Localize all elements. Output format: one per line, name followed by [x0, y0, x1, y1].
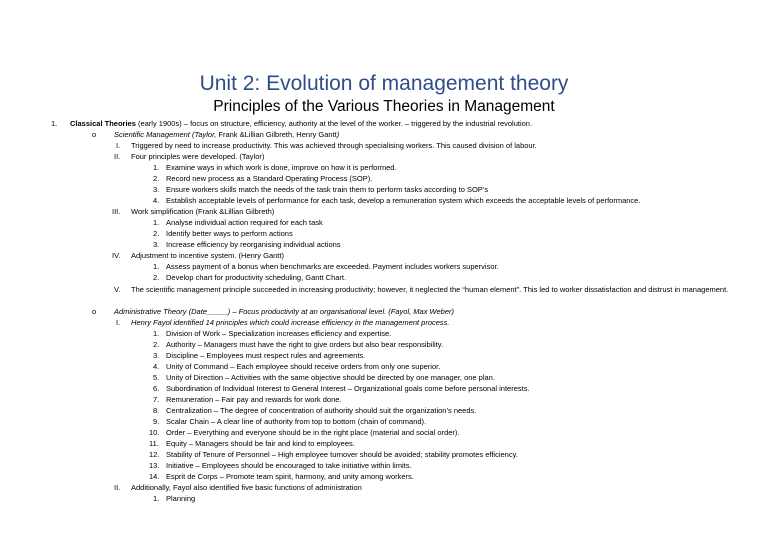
- list-item: Four principles were developed. (Taylor): [131, 152, 265, 161]
- list-marker: 3.: [153, 351, 160, 360]
- scientific-label-close: ): [336, 130, 340, 139]
- list-item: Develop chart for productivity scheduling, Gantt Chart.: [166, 273, 347, 282]
- list-item: Centralization – The degree of concentration of authority should suit the organization’s needs.: [166, 406, 477, 415]
- list-item: Triggered by need to increase productivity. This was achieved through specialising workers. This caused division of labour.: [131, 141, 537, 150]
- list-marker: 6.: [153, 384, 160, 393]
- section-heading-rest: (early 1900s) – focus on structure, efficiency, authority at the level of the worker. – triggered by the industrial revolution.: [135, 119, 533, 128]
- bullet: o: [92, 130, 97, 139]
- list-item: Authority – Managers must have the right to give orders but also bear responsibility.: [166, 340, 444, 349]
- list-marker: 3.: [153, 185, 160, 194]
- list-item: Planning: [166, 494, 196, 503]
- list-marker: 5.: [153, 373, 160, 382]
- list-item: The scientific management principle succeeded in increasing productivity; however, it neglected the “human element”. This led to worker dissatisfaction and distrust in management.: [131, 285, 729, 294]
- list-item: Esprit de Corps – Promote team spirit, harmony, and unity among workers.: [166, 472, 414, 481]
- list-marker: 1.: [153, 163, 160, 172]
- list-item: Initiative – Employees should be encouraged to take initiative within limits.: [166, 461, 412, 470]
- list-item: Stability of Tenure of Personnel – High employee turnover should be avoided; stability promotes efficiency.: [166, 450, 518, 459]
- list-marker: 1.: [153, 218, 160, 227]
- list-item: Subordination of Individual Interest to General Interest – Organizational goals come before personal interests.: [166, 384, 530, 393]
- list-marker: 7.: [153, 395, 160, 404]
- scientific-label: Scientific Management (Taylor,: [114, 130, 219, 139]
- list-item: Establish acceptable levels of performance for each task, develop a remuneration system which exceeds the acceptable levels of performance.: [166, 196, 641, 205]
- list-marker: I.: [116, 318, 121, 327]
- list-marker: 1.: [153, 329, 160, 338]
- list-marker: 1.: [153, 494, 160, 503]
- list-item: Division of Work – Specialization increases efficiency and expertise.: [166, 329, 392, 338]
- page-title: Unit 2: Evolution of management theory: [199, 72, 569, 95]
- list-marker: 13.: [149, 461, 160, 470]
- list-item: Henry Fayol identified 14 principles which could increase efficiency in the management process.: [131, 318, 450, 327]
- list-marker: 9.: [153, 417, 160, 426]
- section-heading-line: [70, 119, 532, 129]
- list-item: Unity of Direction – Activities with the same objective should be directed by one manager, one plan.: [166, 373, 495, 382]
- list-marker: 14.: [149, 472, 160, 481]
- list-item: Ensure workers skills match the needs of the task train them to perform tasks according to SOP’s: [166, 185, 489, 194]
- list-item: Increase efficiency by reorganising individual actions: [166, 240, 341, 249]
- list-item: Identify better ways to perform actions: [166, 229, 293, 238]
- section-number: 1.: [51, 119, 58, 128]
- list-marker: III.: [112, 207, 121, 216]
- list-marker: 4.: [153, 362, 160, 371]
- list-marker: 1.: [153, 262, 160, 271]
- list-marker: 12.: [149, 450, 160, 459]
- list-marker: 2.: [153, 174, 160, 183]
- list-marker: II.: [114, 483, 121, 492]
- list-item: Record new process as a Standard Operating Process (SOP).: [166, 174, 373, 183]
- list-item: Analyse individual action required for each task: [166, 218, 323, 227]
- list-marker: V.: [114, 285, 121, 294]
- list-item: Discipline – Employees must respect rules and agreements.: [166, 351, 366, 360]
- list-marker: 2.: [153, 340, 160, 349]
- list-item: Equity – Managers should be fair and kind to employees.: [166, 439, 355, 448]
- list-marker: 2.: [153, 229, 160, 238]
- list-item: Work simplification (Frank &Lillian Gilbreth): [131, 207, 275, 216]
- administrative-theory-heading: Administrative Theory (Date_____) – Focus productivity at an organisational level. (Fayol, Max Weber): [114, 307, 455, 316]
- list-item: Remuneration – Fair pay and rewards for work done.: [166, 395, 342, 404]
- list-item: Assess payment of a bonus when benchmarks are exceeded. Payment includes workers supervisor.: [166, 262, 499, 271]
- list-item: Scalar Chain – A clear line of authority from top to bottom (chain of command).: [166, 417, 427, 426]
- section-heading: Classical Theories: [70, 119, 136, 128]
- scientific-management-heading: [114, 130, 339, 140]
- list-item: Additionally, Fayol also identified five basic functions of administration: [131, 483, 362, 492]
- list-item: Unity of Command – Each employee should receive orders from only one superior.: [166, 362, 441, 371]
- list-marker: 10.: [149, 428, 160, 437]
- list-marker: I.: [116, 141, 121, 150]
- list-marker: II.: [114, 152, 121, 161]
- list-marker: 4.: [153, 196, 160, 205]
- page-subtitle: Principles of the Various Theories in Management: [213, 98, 555, 115]
- list-item: Adjustment to incentive system. (Henry Gantt): [131, 251, 284, 260]
- list-marker: 2.: [153, 273, 160, 282]
- list-marker: IV.: [112, 251, 121, 260]
- bullet: o: [92, 307, 97, 316]
- list-marker: 3.: [153, 240, 160, 249]
- scientific-label-names: Frank &Lillian Gilbreth, Henry Gantt: [218, 130, 337, 139]
- list-item: Order – Everything and everyone should be in the right place (material and social order).: [166, 428, 460, 437]
- list-marker: 8.: [153, 406, 160, 415]
- list-item: Examine ways in which work is done, improve on how it is performed.: [166, 163, 397, 172]
- list-marker: 11.: [149, 439, 159, 448]
